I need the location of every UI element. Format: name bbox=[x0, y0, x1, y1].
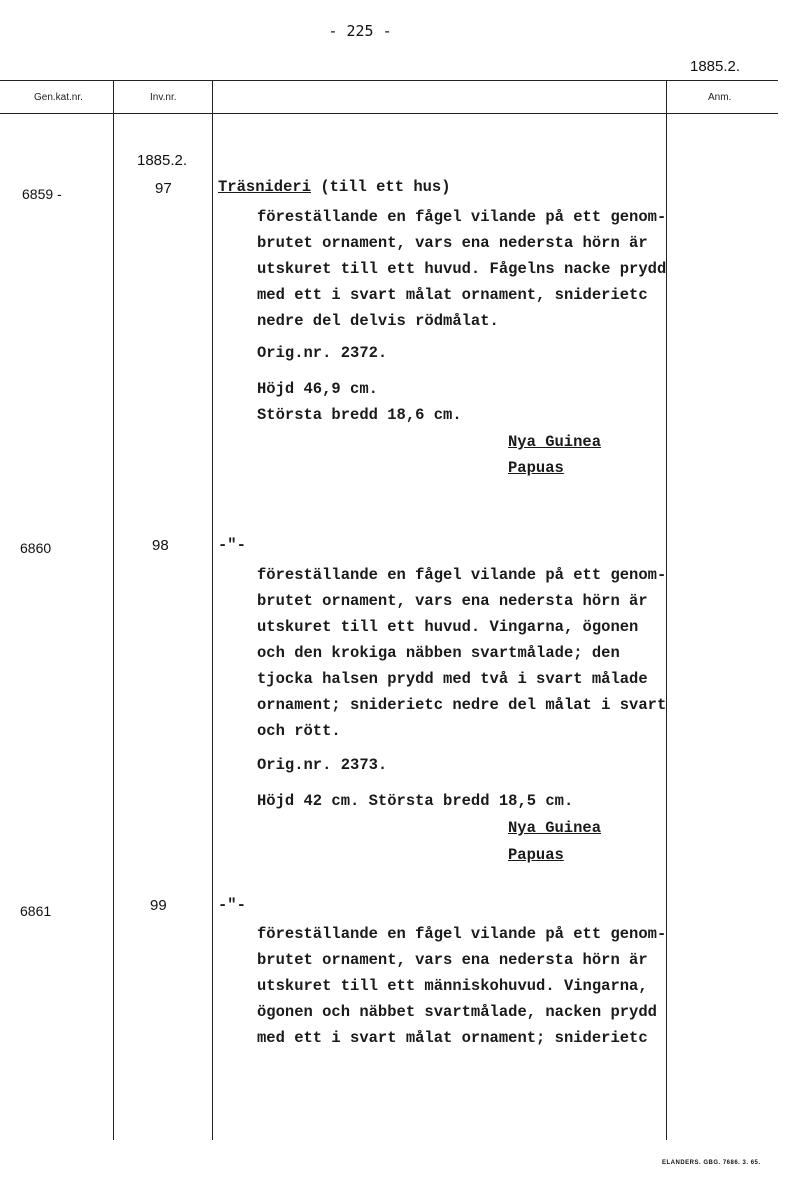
description-line: och rött. bbox=[257, 722, 341, 740]
description-line: och den krokiga näbben svartmålade; den bbox=[257, 644, 620, 662]
entry-title: -"- bbox=[218, 896, 246, 914]
column-divider-1 bbox=[113, 80, 114, 1140]
entry-description bbox=[257, 562, 666, 744]
column-header-inv-nr: Inv.nr. bbox=[150, 92, 177, 103]
gen-kat-nr: 6861 bbox=[20, 903, 52, 919]
entry-description bbox=[257, 204, 666, 334]
description-line: brutet ornament, vars ena nedersta hörn är bbox=[257, 592, 648, 610]
column-header-anm: Anm. bbox=[708, 92, 732, 103]
description-line: föreställande en fågel vilande på ett genom- bbox=[257, 566, 667, 584]
description-line: med ett i svart målat ornament, sniderietc bbox=[257, 286, 648, 304]
gen-kat-nr: 6859 - bbox=[22, 186, 62, 202]
entry-title-suffix: (till ett hus) bbox=[311, 178, 451, 196]
measurement: Höjd 46,9 cm. bbox=[257, 380, 378, 398]
accession-header: 1885.2. bbox=[137, 152, 188, 169]
column-divider-2 bbox=[212, 80, 213, 1140]
measurement: Största bredd 18,6 cm. bbox=[257, 406, 462, 424]
description-line: tjocka halsen prydd med två i svart målade bbox=[257, 670, 648, 688]
entry-description bbox=[257, 921, 666, 1051]
place-name: Nya Guinea bbox=[508, 433, 602, 451]
description-line: med ett i svart målat ornament; sniderietc bbox=[257, 1029, 648, 1047]
entry-title-main: Träsnideri bbox=[218, 178, 312, 196]
measurement: Höjd 42 cm. Största bredd 18,5 cm. bbox=[257, 792, 574, 810]
gen-kat-nr: 6860 bbox=[20, 540, 52, 556]
orig-nr: Orig.nr. 2372. bbox=[257, 344, 388, 362]
place-name: Nya Guinea bbox=[508, 819, 602, 837]
inv-nr: 97 bbox=[155, 180, 172, 197]
description-line: utskuret till ett människohuvud. Vingarna, bbox=[257, 977, 648, 995]
entry-title bbox=[218, 178, 451, 196]
inv-nr: 99 bbox=[150, 897, 167, 914]
printer-mark: ELANDERS. GBG. 7686. 3. 65. bbox=[662, 1160, 761, 1166]
orig-nr: Orig.nr. 2373. bbox=[257, 756, 388, 774]
description-line: ögonen och näbbet svartmålade, nacken prydd bbox=[257, 1003, 657, 1021]
description-line: ornament; sniderietc nedre del målat i svart bbox=[257, 696, 667, 714]
accession-number-top: 1885.2. bbox=[690, 58, 741, 75]
inv-nr: 98 bbox=[152, 537, 169, 554]
people-name: Papuas bbox=[508, 459, 564, 477]
description-line: brutet ornament, vars ena nedersta hörn är bbox=[257, 951, 648, 969]
description-line: utskuret till ett huvud. Fågelns nacke prydd bbox=[257, 260, 667, 278]
page-number: - 225 - bbox=[328, 22, 392, 40]
header-top-rule bbox=[0, 80, 778, 81]
description-line: föreställande en fågel vilande på ett genom- bbox=[257, 925, 667, 943]
description-line: nedre del delvis rödmålat. bbox=[257, 312, 499, 330]
description-line: föreställande en fågel vilande på ett genom- bbox=[257, 208, 667, 226]
header-bottom-rule bbox=[0, 113, 778, 114]
column-header-gen-kat-nr: Gen.kat.nr. bbox=[34, 92, 83, 103]
description-line: utskuret till ett huvud. Vingarna, ögonen bbox=[257, 618, 639, 636]
entry-title: -"- bbox=[218, 536, 246, 554]
description-line: brutet ornament, vars ena nedersta hörn är bbox=[257, 234, 648, 252]
people-name: Papuas bbox=[508, 846, 564, 864]
